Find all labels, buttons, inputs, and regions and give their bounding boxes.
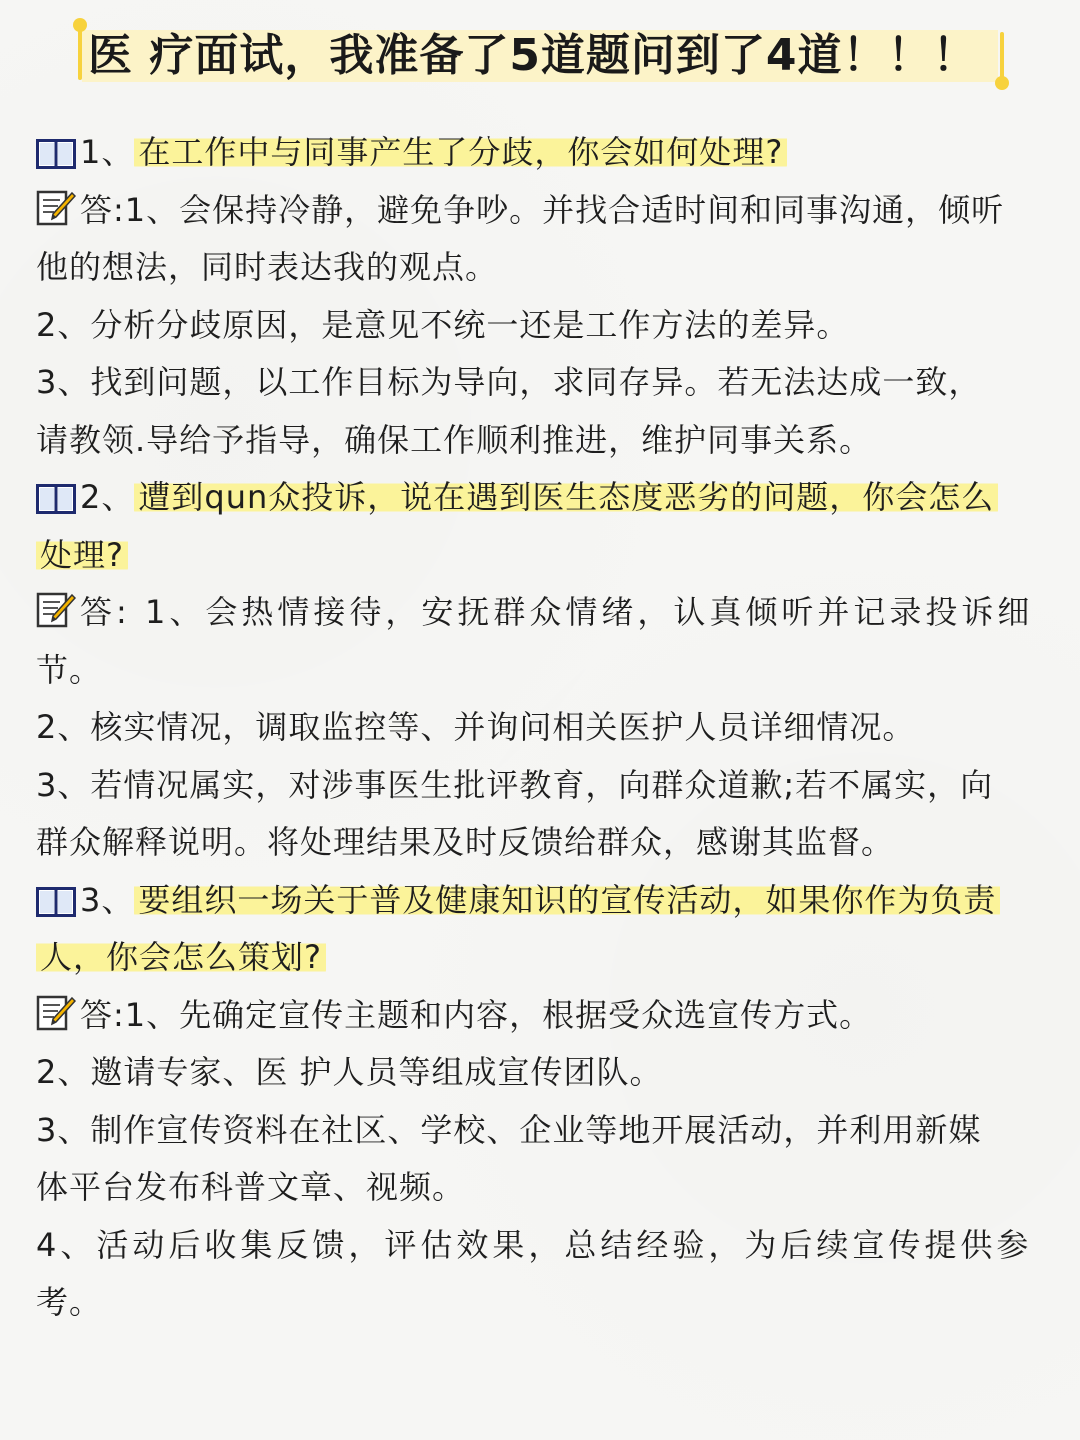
question-text: 人，你会怎么策划? (36, 938, 326, 976)
question-text: 处理? (36, 536, 128, 574)
answer-line: 体平台发布科普文章、视频。 (36, 1168, 466, 1206)
question-2-cont (36, 527, 1048, 585)
answer-line: 他的想法，同时表达我的观点。 (36, 248, 499, 286)
answer-line (36, 182, 1048, 240)
question-number: 1、 (80, 133, 135, 171)
open-book-icon (36, 475, 76, 527)
answer-line: 节。 (36, 650, 103, 689)
page-title: 医 疗面试，我准备了5道题问到了4道！！！ (88, 30, 978, 81)
question-text: 在工作中与同事产生了分歧，你会如何处理? (134, 133, 787, 171)
open-book-icon (36, 130, 76, 182)
answer-line: 3、找到问题，以工作目标为导向，求同存异。若无法达成一致， (36, 363, 982, 401)
memo-pencil-icon (36, 188, 76, 240)
answer-line: 请教领.导给予指导，确保工作顺利推进，维护同事关系。 (36, 420, 873, 459)
title-right-dot (995, 76, 1009, 90)
answer-line: 考。 (36, 1283, 103, 1321)
title-left-dot (73, 18, 87, 32)
answer-line: 3、制作宣传资料在社区、学校、企业等地开展活动，并利用新媒 (36, 1110, 982, 1149)
question-3 (36, 872, 1048, 930)
article-body (36, 124, 1048, 1332)
answer-line: 群众解释说明。将处理结果及时反馈给群众，感谢其监督。 (36, 823, 895, 861)
question-3-cont (36, 929, 1048, 987)
answer-line: 2、邀请专家、医 护人员等组成宣传团队。 (36, 1053, 663, 1091)
answer-text: 答:1、先确定宣传主题和内容，根据受众选宣传方式。 (80, 995, 873, 1034)
question-2 (36, 469, 1048, 527)
memo-pencil-icon (36, 993, 76, 1045)
question-number: 3、 (80, 880, 135, 919)
question-1 (36, 124, 1048, 182)
question-number: 2、 (80, 478, 135, 516)
answer-line: 4、活动后收集反馈，评估效果，总结经验，为后续宣传提供参 (36, 1225, 1033, 1264)
answer-line: 2、分析分歧原因，是意见不统一还是工作方法的差异。 (36, 305, 850, 344)
answer-line (36, 584, 1048, 642)
answer-text: 答: 1、会热情接待，安抚群众情绪，认真倾听并记录投诉细 (80, 593, 1034, 631)
title-banner (78, 24, 1004, 88)
open-book-icon (36, 878, 76, 930)
answer-line: 3、若情况属实，对涉事医生批评教育，向群众道歉;若不属实，向 (36, 765, 994, 804)
question-text: 遭到qun众投诉，说在遇到医生态度恶劣的问题，你会怎么 (134, 478, 998, 516)
title-left-bar (78, 24, 82, 80)
answer-line: 2、核实情况，调取监控等、并询问相关医护人员详细情况。 (36, 708, 916, 746)
question-text: 要组织一场关于普及健康知识的宣传活动，如果你作为负责 (134, 881, 1000, 919)
memo-pencil-icon (36, 590, 76, 642)
answer-line (36, 987, 1048, 1045)
answer-text: 答:1、会保持冷静，避免争吵。并找合适时间和同事沟通，倾听 (80, 190, 1005, 229)
